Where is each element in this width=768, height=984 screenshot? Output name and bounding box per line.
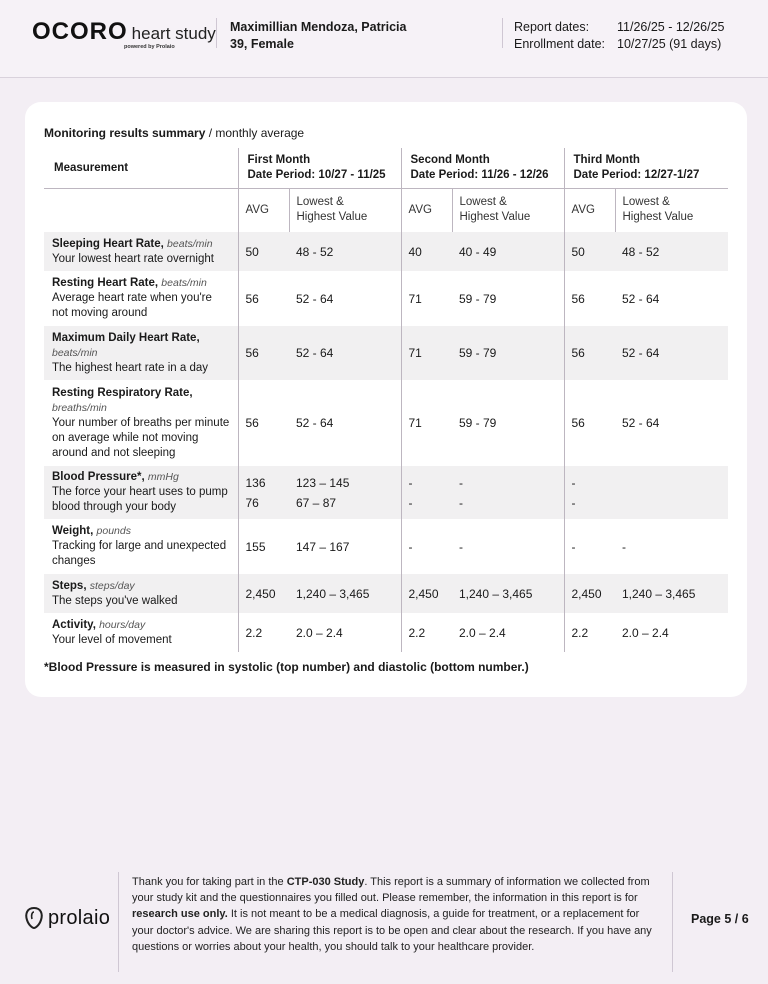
- avg-value: 2,450: [564, 574, 615, 613]
- avg-value: 2,450: [238, 574, 289, 613]
- measurement-title: Resting Heart Rate,: [52, 277, 159, 289]
- avg-value: 71: [401, 380, 452, 466]
- range-value: 52 - 64: [296, 291, 334, 306]
- blood-pressure-footnote: *Blood Pressure is measured in systolic (top number) and diastolic (bottom number.): [44, 660, 529, 674]
- range-value: 59 - 79: [459, 416, 497, 430]
- measurement-description: Your level of movement: [52, 633, 172, 646]
- range-value: 2.0 – 2.4: [459, 625, 506, 640]
- report-dates-value: 11/26/25 - 12/26/25: [617, 20, 725, 34]
- measurement-unit: beats/min: [167, 237, 213, 250]
- avg-value: 71: [401, 271, 452, 326]
- measurement-cell: [44, 466, 238, 519]
- brand-name: OCORO: [32, 18, 128, 45]
- avg-header: AVG: [401, 188, 452, 232]
- measurement-title: Maximum Daily Heart Rate,: [52, 331, 200, 344]
- range-value: 48 - 52: [296, 244, 334, 259]
- range-value: 48 - 52: [622, 244, 660, 259]
- avg-value: 2.2: [401, 613, 452, 652]
- range-header: Lowest & Highest Value: [452, 188, 564, 232]
- avg-value: 56: [238, 326, 289, 380]
- avg-value: 50: [238, 232, 289, 271]
- avg-value: 155: [238, 519, 289, 574]
- measurement-cell: [44, 613, 238, 652]
- brand-suffix: heart study: [131, 24, 216, 43]
- range-value: -: [459, 539, 463, 554]
- results-card: [25, 102, 747, 697]
- measurement-description: Your number of breaths per minute on average while not moving around and not sleeping: [52, 416, 230, 459]
- range-value: 59 - 79: [459, 346, 497, 360]
- header-divider: [502, 18, 503, 48]
- avg-value: - -: [564, 466, 615, 519]
- avg-value: 56: [238, 380, 289, 466]
- measurement-unit: beats/min: [161, 277, 207, 289]
- patient-info: 39, Female: [230, 37, 294, 51]
- avg-value: 2,450: [401, 574, 452, 613]
- enrollment-label: Enrollment date:: [514, 37, 606, 51]
- avg-value: 56: [238, 271, 289, 326]
- avg-value: 50: [564, 232, 615, 271]
- avg-header: AVG: [238, 188, 289, 232]
- enrollment-value: 10/27/25 (91 days): [617, 37, 722, 51]
- measurement-description: Tracking for large and unexpected changes: [52, 540, 227, 567]
- measurement-description: The highest heart rate in a day: [52, 361, 208, 374]
- summary-title: Monitoring results summary / monthly average: [44, 126, 305, 140]
- range-value: 123 – 145 67 – 87: [296, 475, 350, 510]
- results-table: [44, 148, 728, 652]
- measurement-description: The force your heart uses to pump blood through your body: [52, 486, 228, 513]
- measurement-header: Measurement: [44, 148, 238, 188]
- measurement-description: The steps you've walked: [52, 594, 178, 607]
- measurement-unit: hours/day: [99, 618, 146, 631]
- report-footer: [0, 866, 768, 984]
- measurement-cell: [44, 232, 238, 271]
- measurement-cell: [44, 380, 238, 466]
- measurement-unit: steps/day: [89, 579, 135, 592]
- table-row: [44, 466, 728, 519]
- range-header: Lowest & Highest Value: [615, 188, 728, 232]
- measurement-title: Resting Respiratory Rate,: [52, 386, 193, 399]
- range-value: 52 - 64: [296, 416, 334, 430]
- avg-value: 56: [564, 326, 615, 380]
- avg-value: 136 76: [238, 466, 289, 519]
- avg-value: 71: [401, 326, 452, 380]
- range-value: 1,240 – 3,465: [622, 586, 696, 601]
- measurement-title: Blood Pressure*,: [52, 471, 145, 483]
- range-value: 1,240 – 3,465: [296, 586, 370, 601]
- range-value: [615, 466, 728, 519]
- table-row: [44, 326, 728, 380]
- range-value: 52 - 64: [622, 416, 660, 430]
- range-header: Lowest & Highest Value: [289, 188, 401, 232]
- measurement-unit: mmHg: [147, 471, 179, 483]
- range-value: 52 - 64: [622, 346, 660, 360]
- table-row: [44, 232, 728, 271]
- header-divider: [216, 18, 217, 48]
- avg-value: 56: [564, 380, 615, 466]
- month-2-header: Second Month Date Period: 11/26 - 12/26: [401, 148, 564, 188]
- measurement-cell: [44, 271, 238, 326]
- patient-block: [230, 19, 406, 53]
- measurement-cell: [44, 326, 238, 380]
- footer-divider: [118, 872, 119, 972]
- brand-tagline: powered by Prolaio: [124, 44, 175, 50]
- month-1-header: First Month Date Period: 10/27 - 11/25: [238, 148, 401, 188]
- report-header: [0, 0, 768, 78]
- avg-value: - -: [401, 466, 452, 519]
- dates-block: [514, 19, 725, 53]
- ocoro-logo: [32, 18, 216, 50]
- table-row: [44, 271, 728, 326]
- avg-value: -: [401, 519, 452, 574]
- table-row: [44, 380, 728, 466]
- table-row: [44, 574, 728, 613]
- range-value: -: [622, 539, 626, 554]
- range-value: 59 - 79: [459, 291, 497, 306]
- avg-value: 56: [564, 271, 615, 326]
- page-number: Page 5 / 6: [691, 912, 749, 926]
- measurement-description: Average heart rate when you're not moving around: [52, 292, 212, 319]
- prolaio-logo-text: prolaio: [48, 906, 111, 929]
- measurement-title: Weight,: [52, 525, 94, 537]
- measurement-unit: pounds: [96, 525, 131, 537]
- avg-value: 40: [401, 232, 452, 271]
- measurement-description: Your lowest heart rate overnight: [52, 252, 214, 265]
- measurement-unit: breaths/min: [52, 401, 107, 414]
- measurement-title: Sleeping Heart Rate,: [52, 237, 164, 250]
- footer-disclaimer: Thank you for taking part in the CTP-030 Study. This report is a summary of information we collected from your study kit and the questionnaires you filled out. Please remember, the information in this report is for research use only. It is not meant to be a medical diagnosis, a guide for treatment, or a replacement for your doctor's advice. We are sharing this report is to be open and clear about the research. If you have any questions or worries about your health, you should talk to your healthcare provider.: [132, 876, 652, 953]
- range-value: 40 - 49: [459, 244, 497, 259]
- measurement-cell: [44, 519, 238, 574]
- avg-value: 2.2: [564, 613, 615, 652]
- report-dates-label: Report dates:: [514, 20, 590, 34]
- avg-value: -: [564, 519, 615, 574]
- measurement-cell: [44, 574, 238, 613]
- prolaio-logo: [24, 906, 110, 930]
- range-value: 147 – 167: [296, 539, 350, 554]
- range-value: 1,240 – 3,465: [459, 586, 533, 601]
- range-value: 52 - 64: [622, 291, 660, 306]
- table-row: [44, 519, 728, 574]
- measurement-title: Steps,: [52, 579, 87, 592]
- range-value: 52 - 64: [296, 346, 334, 360]
- patient-name: Maximillian Mendoza, Patricia: [230, 20, 407, 34]
- range-value: - -: [459, 475, 463, 510]
- measurement-unit: beats/min: [52, 346, 98, 359]
- avg-header: AVG: [564, 188, 615, 232]
- range-value: 2.0 – 2.4: [622, 625, 669, 640]
- prolaio-icon: [24, 906, 44, 930]
- month-3-header: Third Month Date Period: 12/27-1/27: [564, 148, 728, 188]
- range-value: 2.0 – 2.4: [296, 625, 343, 640]
- footer-divider: [672, 872, 673, 972]
- avg-value: 2.2: [238, 613, 289, 652]
- measurement-title: Activity,: [52, 618, 96, 631]
- table-row: [44, 613, 728, 652]
